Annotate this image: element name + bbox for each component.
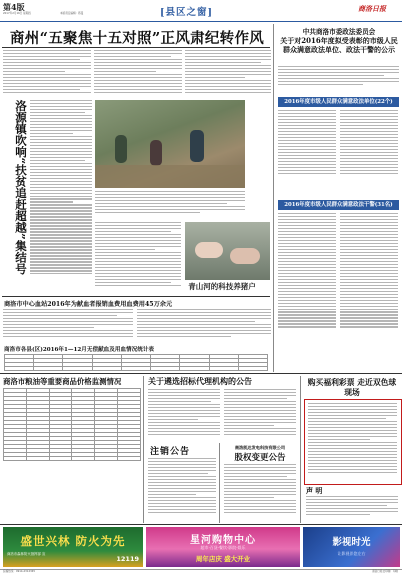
mall-ad-sub: 超市·百货·餐饮·影院·娱乐 (200, 545, 246, 550)
forest-fire-sub: 商洛市森林防火指挥部 宣 (7, 552, 46, 556)
lottery-title: 购买福利彩票 走近双色球现场 (307, 378, 397, 397)
photo-caption: 青山河的科技养猪户 (188, 282, 256, 291)
blood-stats-headline: 商洛市中心血站2016年为献血者报销血费用血费用45万余元 (4, 301, 173, 308)
lead-headline: 商州“五聚焦十五对照”正风肃纪转作风 (10, 30, 265, 47)
blood-table-title: 商洛市各县(区)2016年1—12月无偿献血及用血情况统计表 (4, 347, 155, 353)
page-header (0, 0, 402, 22)
mall-ad-footer: 周年店庆 盛大开业 (195, 555, 251, 563)
film-ad-title: 影视时光 (332, 537, 371, 548)
footer-right: 商洛日报社印刷厂印刷 (372, 570, 398, 573)
newspaper-logo: 商洛日报 (358, 4, 386, 13)
cancel-notice-title: 注销公告 (150, 447, 191, 457)
farm-photo (95, 100, 245, 188)
footer-left: 投稿热线：0914-2312345 (3, 570, 36, 573)
blood-stats-table (4, 354, 268, 371)
forest-fire-ad (3, 527, 143, 567)
forest-fire-phone: 12119 (116, 555, 139, 563)
notice-org: 中共商洛市委政法委员会 (302, 28, 376, 36)
statement-title: 声 明 (306, 486, 323, 495)
equity-change-org: 商洛凯达发电科技有限公司 (234, 445, 286, 450)
page-number: 第4版 (3, 2, 25, 12)
lottery-box (304, 399, 402, 485)
price-table (3, 388, 141, 461)
equity-change-title: 股权变更公告 (234, 453, 286, 463)
notice-title: 关于对2016年度拟受表彰的市级人民群众满意政法单位、政法干警的公示 (280, 36, 398, 54)
mall-ad-title: 星河购物中心 (190, 535, 256, 546)
forest-fire-slogan: 盛世兴林 防火为先 (20, 534, 126, 548)
pig-farm-photo (185, 222, 270, 280)
price-monitor-title: 商洛市粮油等重要商品价格监测情况 (3, 377, 122, 386)
section-title: [县区之窗] (160, 7, 213, 18)
side-article-body (30, 100, 92, 290)
lead-article-body (3, 50, 91, 98)
mall-ad (146, 527, 300, 567)
officer-list (278, 213, 336, 368)
film-ad-sub: 让影视伴您左右 (337, 551, 366, 556)
page-date: 2017年2月16日 星期四 (3, 12, 31, 15)
officer-list-heading: 2016年度市级人民群众满意政法干警(31名) (278, 200, 399, 210)
unit-list-heading: 2016年度市级人民群众满意政法单位(22个) (278, 97, 399, 107)
film-ad (303, 527, 400, 567)
page-editor: 本版责任编辑：蒋曼 (60, 12, 84, 15)
side-headline: 洛源镇吹响“扶贫追赶超越”集结号 (14, 100, 28, 275)
recruit-notice-title: 关于遴选招标代理机构的公告 (148, 376, 252, 386)
unit-list (278, 110, 336, 198)
